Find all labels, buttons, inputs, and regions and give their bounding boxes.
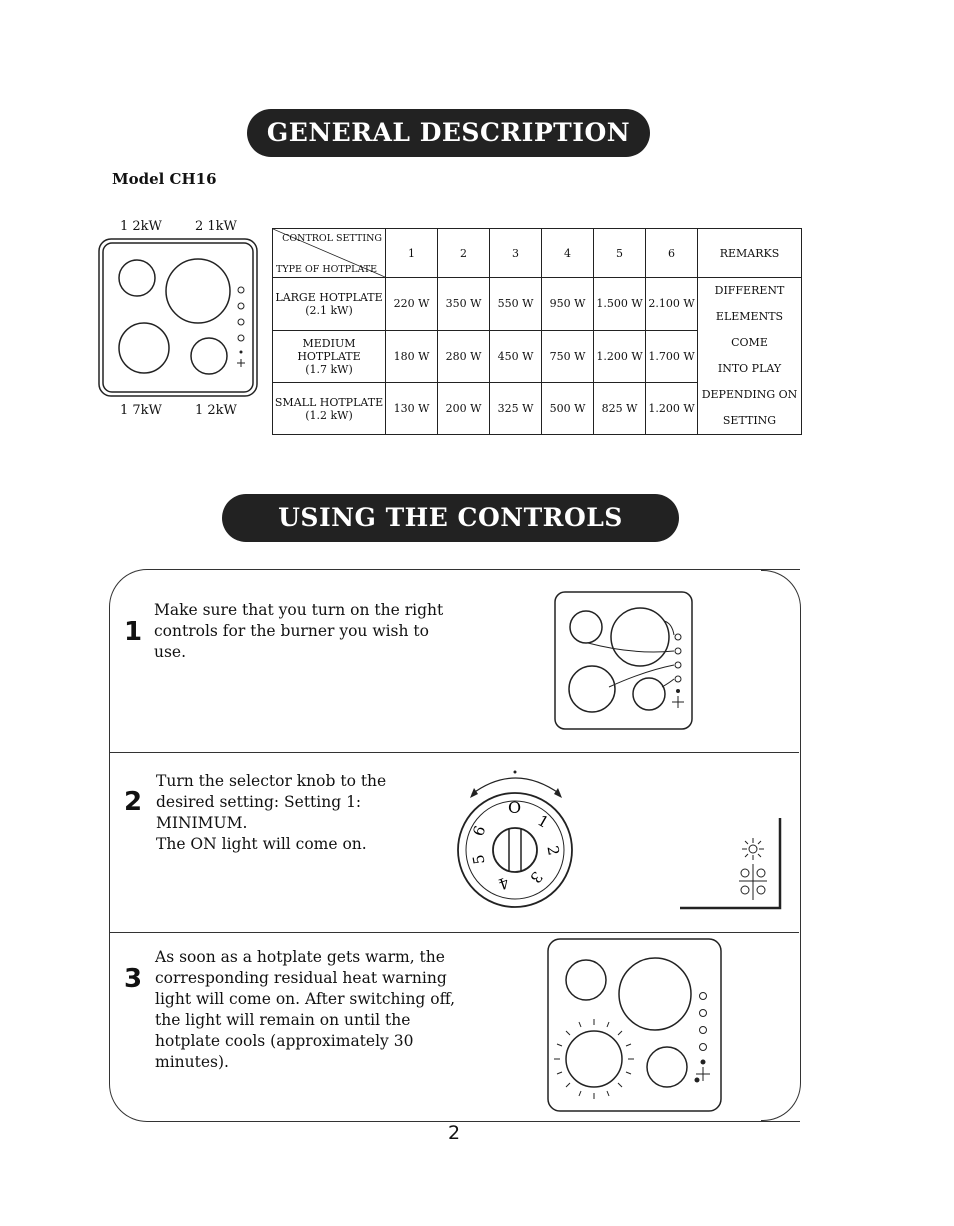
row-power: (1.2 kW) bbox=[305, 408, 353, 422]
knob-digit: 1 bbox=[534, 811, 552, 832]
table-cell: 1.700 W bbox=[646, 330, 698, 383]
table-cell: 950 W bbox=[542, 278, 594, 331]
selector-knob bbox=[452, 766, 582, 908]
hob-label-top-left: 1 2kW bbox=[120, 219, 162, 234]
step-2-number: 2 bbox=[124, 787, 143, 817]
knob-digit: 4 bbox=[496, 873, 512, 894]
table-cell: 750 W bbox=[542, 330, 594, 383]
on-light-indicator bbox=[678, 816, 784, 912]
control-setting-label: CONTROL SETTING bbox=[282, 233, 382, 244]
row-name: MEDIUM HOTPLATE bbox=[297, 337, 361, 364]
step-divider bbox=[109, 752, 799, 753]
table-cell: 1.500 W bbox=[594, 278, 646, 331]
step-2-text: Turn the selector knob to the desired setting: Setting 1: MINIMUM. The ON light will come on. bbox=[156, 772, 387, 853]
table-cell: 1.200 W bbox=[646, 383, 698, 435]
knob-digit: O bbox=[508, 798, 522, 817]
step-1-number: 1 bbox=[124, 617, 143, 647]
table-row bbox=[273, 278, 802, 331]
knob-digit: 2 bbox=[543, 844, 563, 857]
remarks-line: ELEMENTS COME bbox=[715, 310, 784, 349]
row-power: (1.7 kW) bbox=[305, 363, 353, 377]
setting-header: 1 bbox=[386, 229, 438, 278]
table-cell: 500 W bbox=[542, 383, 594, 435]
table-cell: 550 W bbox=[490, 278, 542, 331]
table-cell: 200 W bbox=[438, 383, 490, 435]
table-cell: 2.100 W bbox=[646, 278, 698, 331]
table-cell: 450 W bbox=[490, 330, 542, 383]
step-1-text: Make sure that you turn on the right controls for the burner you wish to use. bbox=[154, 601, 444, 661]
table-cell: 280 W bbox=[438, 330, 490, 383]
hob-label-bottom-left: 1 7kW bbox=[120, 403, 162, 418]
step-3-number: 3 bbox=[124, 964, 143, 994]
setting-header: 4 bbox=[542, 229, 594, 278]
knob-digit: 5 bbox=[469, 853, 489, 866]
hob-label-top-right: 2 1kW bbox=[195, 219, 237, 234]
step-divider bbox=[109, 932, 799, 933]
setting-header: 6 bbox=[646, 229, 698, 278]
step-3-text: As soon as a hotplate gets warm, the corresponding residual heat warning light will come on. After switching off, the light will remain on until the hotplate cools (approximately 30 minutes). bbox=[155, 948, 455, 1071]
knob-digit: 3 bbox=[526, 867, 547, 887]
remarks-line: SETTING bbox=[722, 414, 777, 427]
remarks-line: DEPENDING ON bbox=[701, 388, 798, 401]
general-description-title: GENERAL DESCRIPTION bbox=[247, 109, 650, 157]
table-header-diagonal bbox=[273, 229, 386, 278]
table-cell: 825 W bbox=[594, 383, 646, 435]
step1-hob-diagram bbox=[554, 591, 694, 731]
row-power: (2.1 kW) bbox=[305, 303, 353, 317]
row-name: LARGE HOTPLATE bbox=[275, 290, 383, 304]
row-name: SMALL HOTPLATE bbox=[274, 395, 384, 409]
hotplate-large bbox=[166, 259, 230, 323]
type-of-hotplate-label: TYPE OF HOTPLATE bbox=[276, 264, 378, 275]
hotplate-small-br bbox=[191, 338, 227, 374]
step3-hob-diagram bbox=[546, 937, 724, 1113]
remarks-cell bbox=[698, 278, 802, 435]
table-cell: 1.200 W bbox=[594, 330, 646, 383]
hotplate-medium bbox=[119, 323, 169, 373]
remarks-header: REMARKS bbox=[698, 229, 802, 278]
setting-header: 3 bbox=[490, 229, 542, 278]
hob-diagram bbox=[98, 238, 260, 398]
hotplate-small-tl bbox=[119, 260, 155, 296]
setting-header: 2 bbox=[438, 229, 490, 278]
page-number: 2 bbox=[448, 1122, 461, 1144]
model-label: Model CH16 bbox=[112, 170, 217, 188]
table-cell: 180 W bbox=[386, 330, 438, 383]
table-cell: 325 W bbox=[490, 383, 542, 435]
setting-header: 5 bbox=[594, 229, 646, 278]
using-controls-title: USING THE CONTROLS bbox=[222, 494, 679, 542]
hob-label-bottom-right: 1 2kW bbox=[195, 403, 237, 418]
remarks-line: DIFFERENT bbox=[714, 284, 785, 297]
remarks-line: INTO PLAY bbox=[717, 362, 782, 375]
table-cell: 130 W bbox=[386, 383, 438, 435]
table-cell: 350 W bbox=[438, 278, 490, 331]
table-cell: 220 W bbox=[386, 278, 438, 331]
power-table bbox=[272, 228, 802, 435]
knob-digit: 6 bbox=[469, 823, 490, 839]
